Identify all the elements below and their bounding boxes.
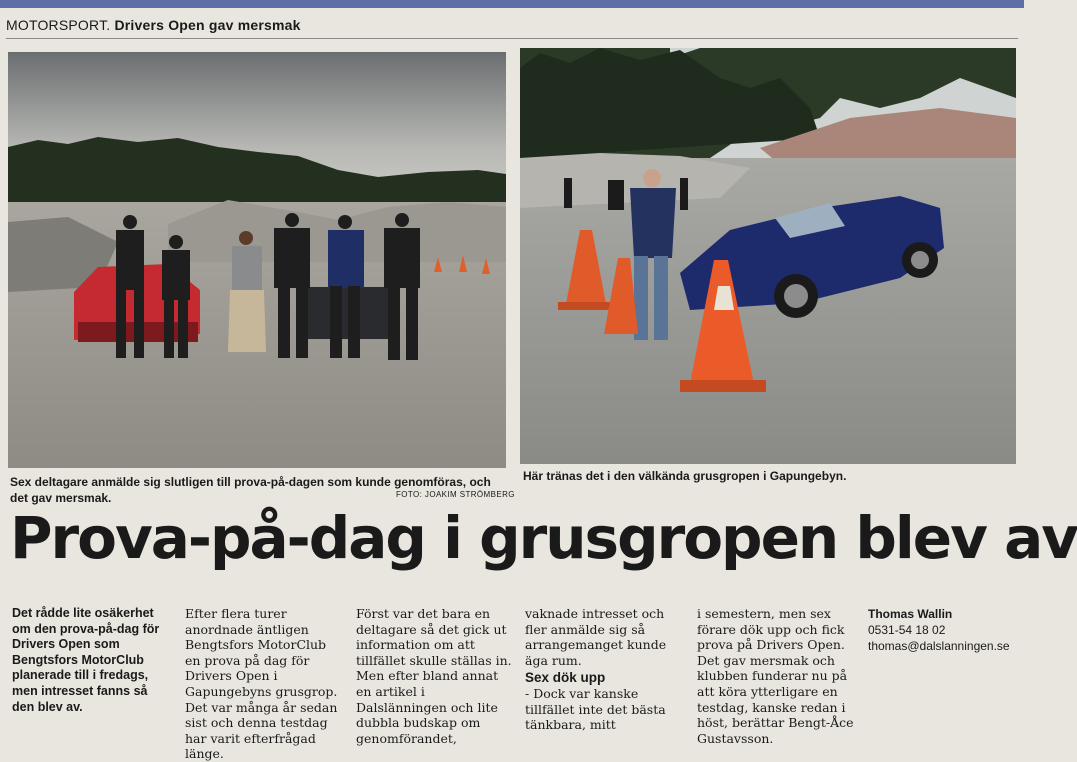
article-column-1: Efter flera turer anordnade äntligen Bengtsfors MotorClub en prova på dag för Drivers Open i Gapungebyns grusgrop. Det var många år sedan sist och denna testdag har varit efterfrågad länge. — [185, 606, 338, 762]
byline-phone: 0531-54 18 02 — [868, 623, 946, 637]
photo-gravel-pit-training — [520, 48, 1016, 464]
article-column-2: Först var det bara en deltagare så det gick ut information om att tillfället skulle ställas in. Men efter bland annat en artikel i Dalslänningen och lite dubbla budskap om genomförandet, — [356, 606, 512, 746]
top-color-bar — [0, 0, 1024, 8]
article-column-3-text-2: - Dock var kanske tillfället inte det bästa tänkbara, mitt — [525, 685, 666, 733]
byline — [868, 606, 1018, 654]
byline-name: Thomas Wallin — [868, 607, 953, 621]
photo-participants — [8, 52, 506, 468]
kicker-title: Drivers Open gav mersmak — [114, 17, 301, 33]
article-column-3 — [525, 606, 685, 733]
article-lede: Det rådde lite osäkerhet om den prova-på-dag för Drivers Open som Bengtsfors MotorClub planerade till i fredags, men intresset fanns så den blev av. — [12, 606, 160, 714]
article-column-3-text: vaknade intresset och fler anmälde sig så arrangemanget kunde äga rum. — [525, 606, 667, 668]
photo-left-caption: Sex deltagare anmälde sig slutligen till prova-på-dagen som kunde genomföras, och det gav mersmak. — [10, 475, 491, 505]
section-label: MOTORSPORT. — [6, 17, 111, 33]
header-divider — [6, 38, 1018, 39]
headline: Prova-på-dag i grusgropen blev av — [10, 504, 1077, 572]
section-kicker — [6, 17, 301, 33]
article-column-4: i semestern, men sex förare dök upp och fick prova på Drivers Open. Det gav mersmak och klubben funderar nu på att köra ytterligare en testdag, kanske redan i höst, berättar Bengt-Åce Gustavsson. — [697, 606, 854, 746]
photo-credit: FOTO: JOAKIM STRÖMBERG — [396, 490, 515, 499]
byline-email[interactable]: thomas@dalslanningen.se — [868, 639, 1010, 653]
photo-right-caption: Här tränas det i den välkända grusgropen i Gapungebyn. — [523, 469, 847, 483]
subheading: Sex dök upp — [525, 670, 606, 686]
